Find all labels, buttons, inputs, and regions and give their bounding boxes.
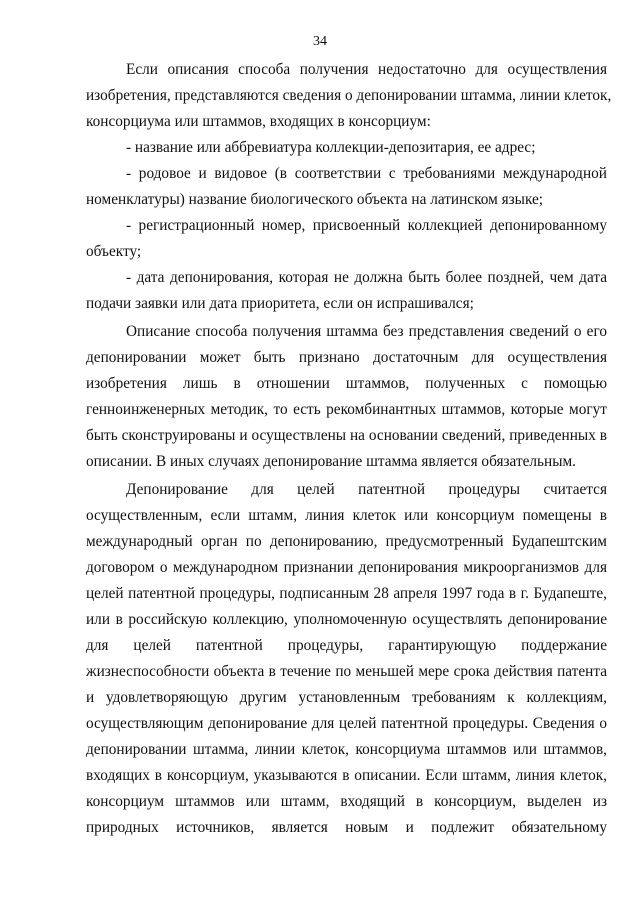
text-line: Если описания способа получения недостаточно для осуществления	[126, 61, 607, 78]
text-line: описании. В иных случаях депонирование штамма является обязательным.	[86, 453, 577, 470]
text-line: быть сконструированы и осуществлены на основании сведений, приведенных в	[86, 427, 607, 444]
text-line: для целей патентной процедуры, гарантирующую поддержание	[86, 637, 607, 654]
text-line: изобретения лишь в отношении штаммов, полученных с помощью	[86, 375, 607, 392]
text-line: консорциум штаммов или штамм, входящий в консорциум, выделен из	[86, 793, 607, 810]
text-line: входящих в консорциум, указываются в описании. Если штамм, линия клеток,	[86, 767, 607, 784]
list-item: - родовое и видовое (в соответствии с требованиями международной	[126, 165, 607, 182]
text-line: депонировании может быть признано достаточным для осуществления	[86, 349, 607, 366]
text-line: Депонирование для целей патентной процедуры считается	[126, 481, 607, 498]
text-line: осуществляющим депонирование для целей патентной процедуры. Сведения о	[86, 715, 607, 732]
text-line: объекту;	[86, 243, 142, 260]
text-line: природных источников, является новым и подлежит обязательному	[86, 819, 607, 836]
text-line: номенклатуры) название биологического объекта на латинском языке;	[86, 191, 544, 208]
text-line: жизнеспособности объекта в течение по меньшей мере срока действия патента	[86, 663, 607, 680]
text-line: подачи заявки или дата приоритета, если он испрашивался;	[86, 295, 474, 312]
text-line: осуществленным, если штамм, линия клеток или консорциум помещены в	[86, 507, 607, 524]
text-line: договором о международном признании депонирования микроорганизмов для	[86, 559, 607, 576]
text-line: и удовлетворяющую другим установленным требованиям к коллекциям,	[86, 689, 607, 706]
text-line: генноинженерных методик, то есть рекомбинантных штаммов, которые могут	[86, 401, 607, 418]
page-number: 34	[313, 34, 327, 49]
text-line: или в российскую коллекцию, уполномоченную осуществлять депонирование	[86, 611, 607, 628]
text-line: консорциума или штаммов, входящих в консорциум:	[86, 113, 431, 130]
text-line: международный орган по депонированию, предусмотренный Будапештским	[86, 533, 607, 550]
list-item: - название или аббревиатура коллекции-депозитария, ее адрес;	[126, 139, 536, 156]
text-line: депонировании штамма, линии клеток, консорциума штаммов или штаммов,	[86, 741, 607, 758]
text-line: Описание способа получения штамма без представления сведений о его	[126, 323, 607, 340]
text-line: изобретения, представляются сведения о депонировании штамма, линии клеток,	[86, 87, 612, 104]
list-item: - дата депонирования, которая не должна быть более поздней, чем дата	[126, 269, 607, 286]
list-item: - регистрационный номер, присвоенный коллекцией депонированному	[126, 217, 607, 234]
text-line: целей патентной процедуры, подписанным 28 апреля 1997 года в г. Будапеште,	[86, 585, 607, 602]
